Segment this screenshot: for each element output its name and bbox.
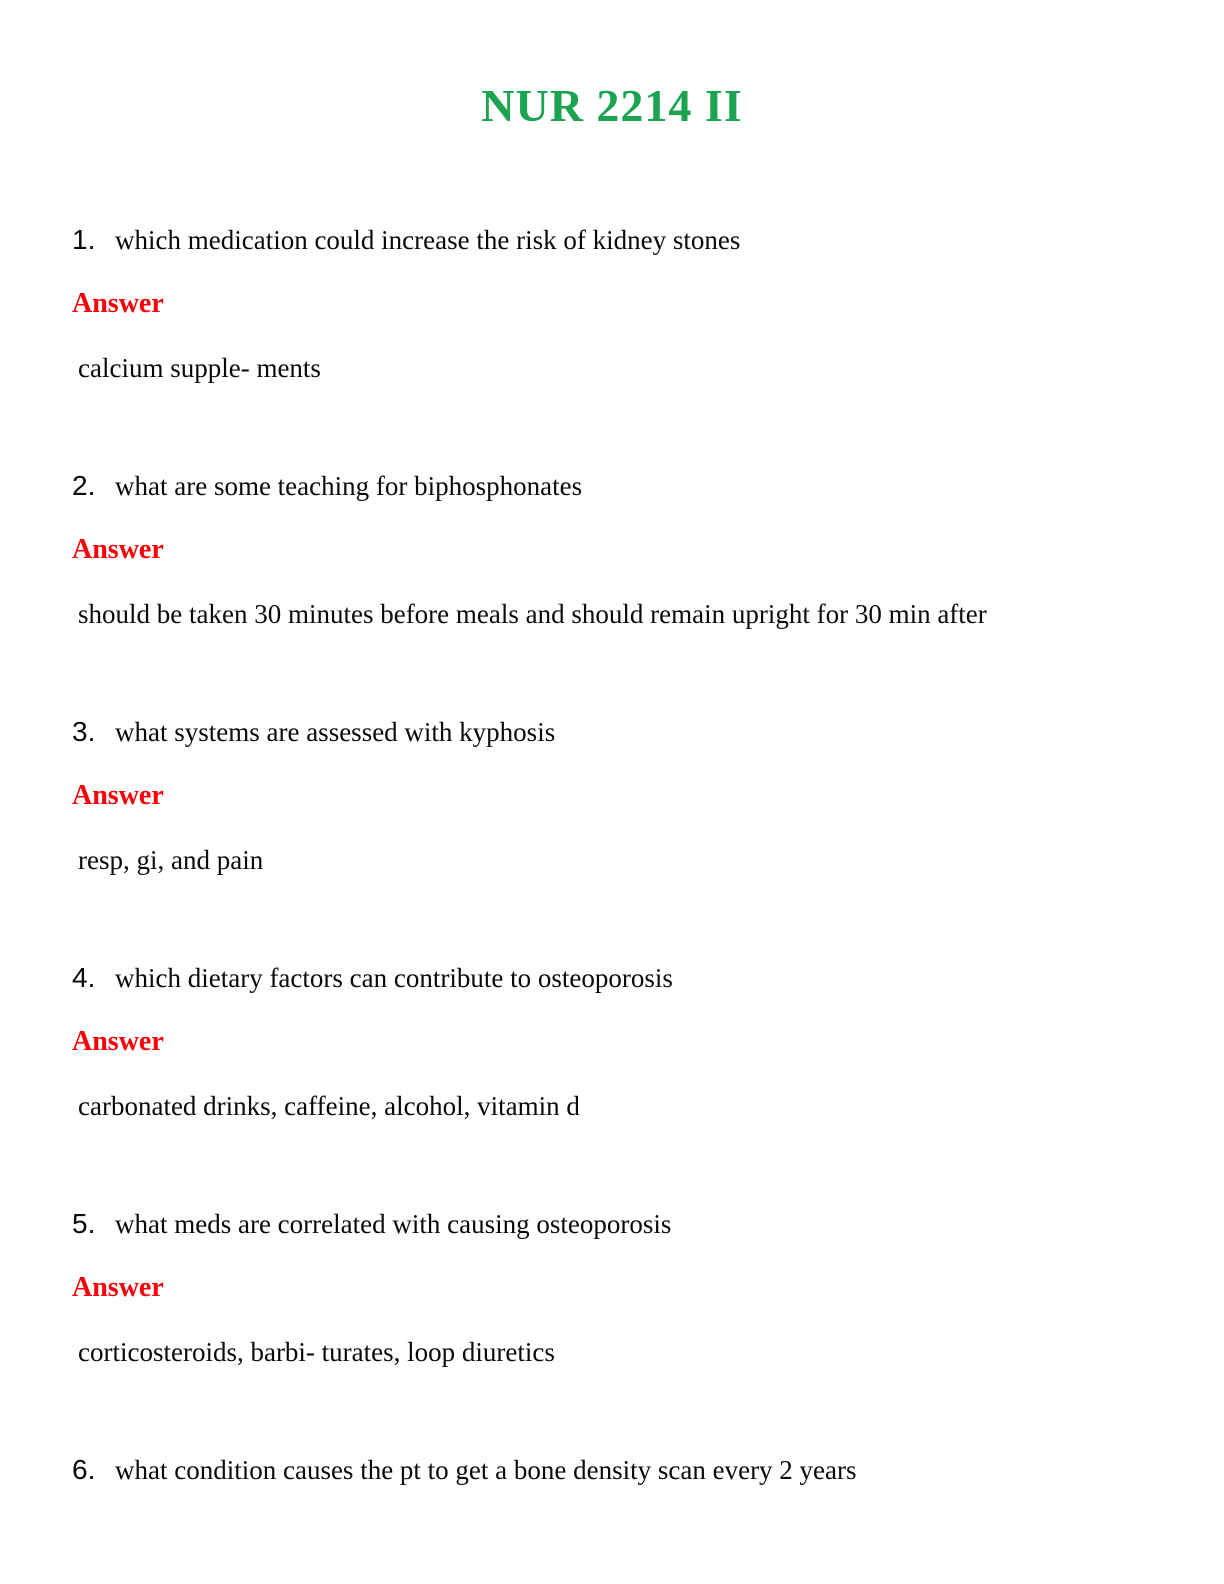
question-row <box>72 222 1164 258</box>
qa-item <box>72 1206 1164 1370</box>
question-text: what meds are correlated with causing osteoporosis <box>115 1209 672 1239</box>
qa-list <box>0 222 1224 1488</box>
question-text: what systems are assessed with kyphosis <box>115 717 556 747</box>
question-number: 2. <box>72 470 96 501</box>
question-text: which medication could increase the risk of kidney stones <box>115 225 741 255</box>
question-row <box>72 1206 1164 1242</box>
question-text: what condition causes the pt to get a bone density scan every 2 years <box>115 1455 857 1485</box>
answer-text: should be taken 30 minutes before meals and should remain upright for 30 min after <box>78 599 987 629</box>
answer-section <box>72 532 1164 632</box>
question-text: what are some teaching for biphosphonates <box>115 471 583 501</box>
answer-label: Answer <box>72 1272 164 1303</box>
answer-label: Answer <box>72 1026 164 1057</box>
question-number: 3. <box>72 716 96 747</box>
answer-text: calcium supple- ments <box>78 353 321 383</box>
question-number: 4. <box>72 962 96 993</box>
qa-item <box>72 222 1164 386</box>
answer-section <box>72 1270 1164 1370</box>
question-row <box>72 468 1164 504</box>
answer-section <box>72 1024 1164 1124</box>
qa-item <box>72 714 1164 878</box>
answer-label: Answer <box>72 534 164 565</box>
answer-section <box>72 778 1164 878</box>
answer-label: Answer <box>72 780 164 811</box>
qa-item <box>72 960 1164 1124</box>
qa-item <box>72 468 1164 632</box>
question-row <box>72 1452 1164 1488</box>
answer-section <box>72 286 1164 386</box>
question-row <box>72 714 1164 750</box>
question-number: 1. <box>72 224 96 255</box>
answer-text: carbonated drinks, caffeine, alcohol, vitamin d <box>78 1091 580 1121</box>
question-number: 5. <box>72 1208 96 1239</box>
qa-item <box>72 1452 1164 1488</box>
answer-label: Answer <box>72 288 164 319</box>
answer-text: resp, gi, and pain <box>78 845 264 875</box>
question-number: 6. <box>72 1454 96 1485</box>
question-row <box>72 960 1164 996</box>
page-title: NUR 2214 II <box>481 80 743 131</box>
answer-text: corticosteroids, barbi- turates, loop diuretics <box>78 1337 555 1367</box>
question-text: which dietary factors can contribute to osteoporosis <box>115 963 673 993</box>
